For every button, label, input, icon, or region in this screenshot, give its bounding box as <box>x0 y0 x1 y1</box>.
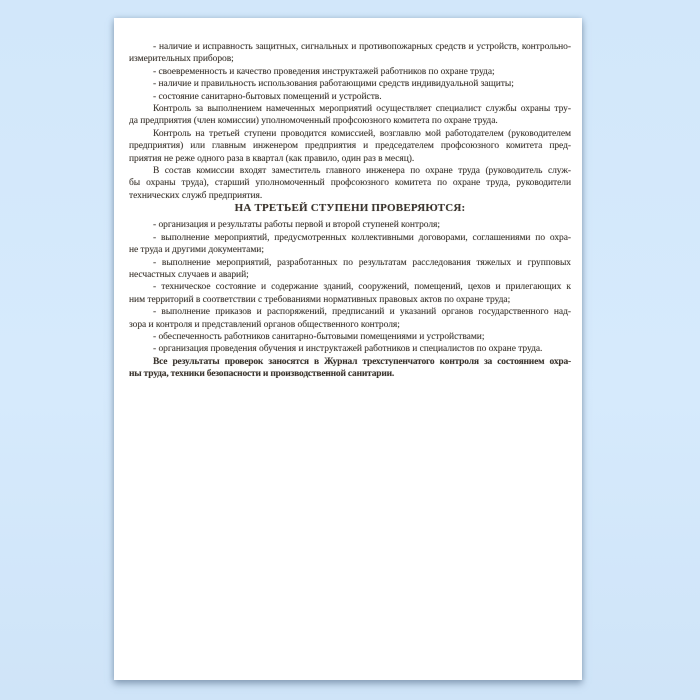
text-line: - наличие и исправность защитных, сигнальных и противопожарных средств и устройств, контрольно- <box>153 42 571 52</box>
results-journal-note <box>129 356 571 381</box>
text-line: - состояние санитарно-бытовых помещений и устройств. <box>153 91 382 102</box>
text-line: ны труда, техники безопасности и производственной санитарии. <box>129 369 395 380</box>
text-line: - наличие и правильность использования работающими средств индивидуальной защиты; <box>153 79 514 90</box>
text-line: не труда и другими документами; <box>129 245 264 256</box>
text-line: - своевременность и качество проведения инструктажей работников по охране труда; <box>153 66 495 77</box>
text-line: зора и контроля и представлений органов общественного контроля; <box>129 319 400 330</box>
text-line: несчастных случаев и аварий; <box>129 270 249 281</box>
text-line: - организация проведения обучения и инструктажей работников и специалистов по охране труда. <box>153 344 543 355</box>
text-line: - организация и результаты работы первой и второй ступеней контроля; <box>153 220 440 231</box>
text-line: измерительных приборов; <box>129 54 234 65</box>
text-line: Контроль на третьей ступени проводится комиссией, возглавлю мой работодателем (руководителем <box>153 128 571 139</box>
text-line: В состав комиссии входят заместитель главного инженера по охране труда (руководитель служ- <box>153 165 571 176</box>
text-line: - выполнение приказов и распоряжений, предписаний и указаний органов государственного над- <box>153 307 571 318</box>
text-line: да предприятия (член комиссии) уполномоченный профсоюзного комитета по охране труда. <box>129 116 498 127</box>
text-line: - обеспеченность работников санитарно-бытовыми помещениями и устройствами; <box>153 331 485 342</box>
text-line: ним территорий в соответствии с требованиями нормативных правовых актов по охране труда; <box>129 294 511 305</box>
text-line: - выполнение мероприятий, предусмотренных коллективными договорами, соглашениями по охра- <box>153 232 571 243</box>
text-line: предприятия) или главным инженером предприятия и председателем профсоюзного комитета пред- <box>129 141 571 152</box>
text-line: Контроль за выполнением намеченных мероприятий осуществляет специалист службы охраны тру- <box>153 103 571 114</box>
text-line: приятия не реже одного раза в квартал (как правило, один раз в месяц). <box>129 153 415 164</box>
third-stage-heading: НА ТРЕТЬЕЙ СТУПЕНИ ПРОВЕРЯЮТСЯ: <box>234 202 466 215</box>
text-line: - техническое состояние и содержание зданий, сооружений, помещений, цехов и прилегающих к <box>153 282 571 293</box>
second-stage-checklist-tail <box>129 41 571 202</box>
document-content <box>114 18 582 381</box>
third-stage-checklist <box>129 219 571 355</box>
text-line: бы охраны труда), старший уполномоченный профсоюзного комитета по охране труда, руководители <box>129 178 571 189</box>
text-line: Все результаты проверок заносятся в Журнал трехступенчатого контроля за состоянием охра- <box>153 356 571 367</box>
text-line: технических служб предприятия. <box>129 190 263 201</box>
text-line: - выполнение мероприятий, разработанных по результатам расследования тяжелых и групповых <box>153 257 571 268</box>
document-page <box>114 18 582 680</box>
